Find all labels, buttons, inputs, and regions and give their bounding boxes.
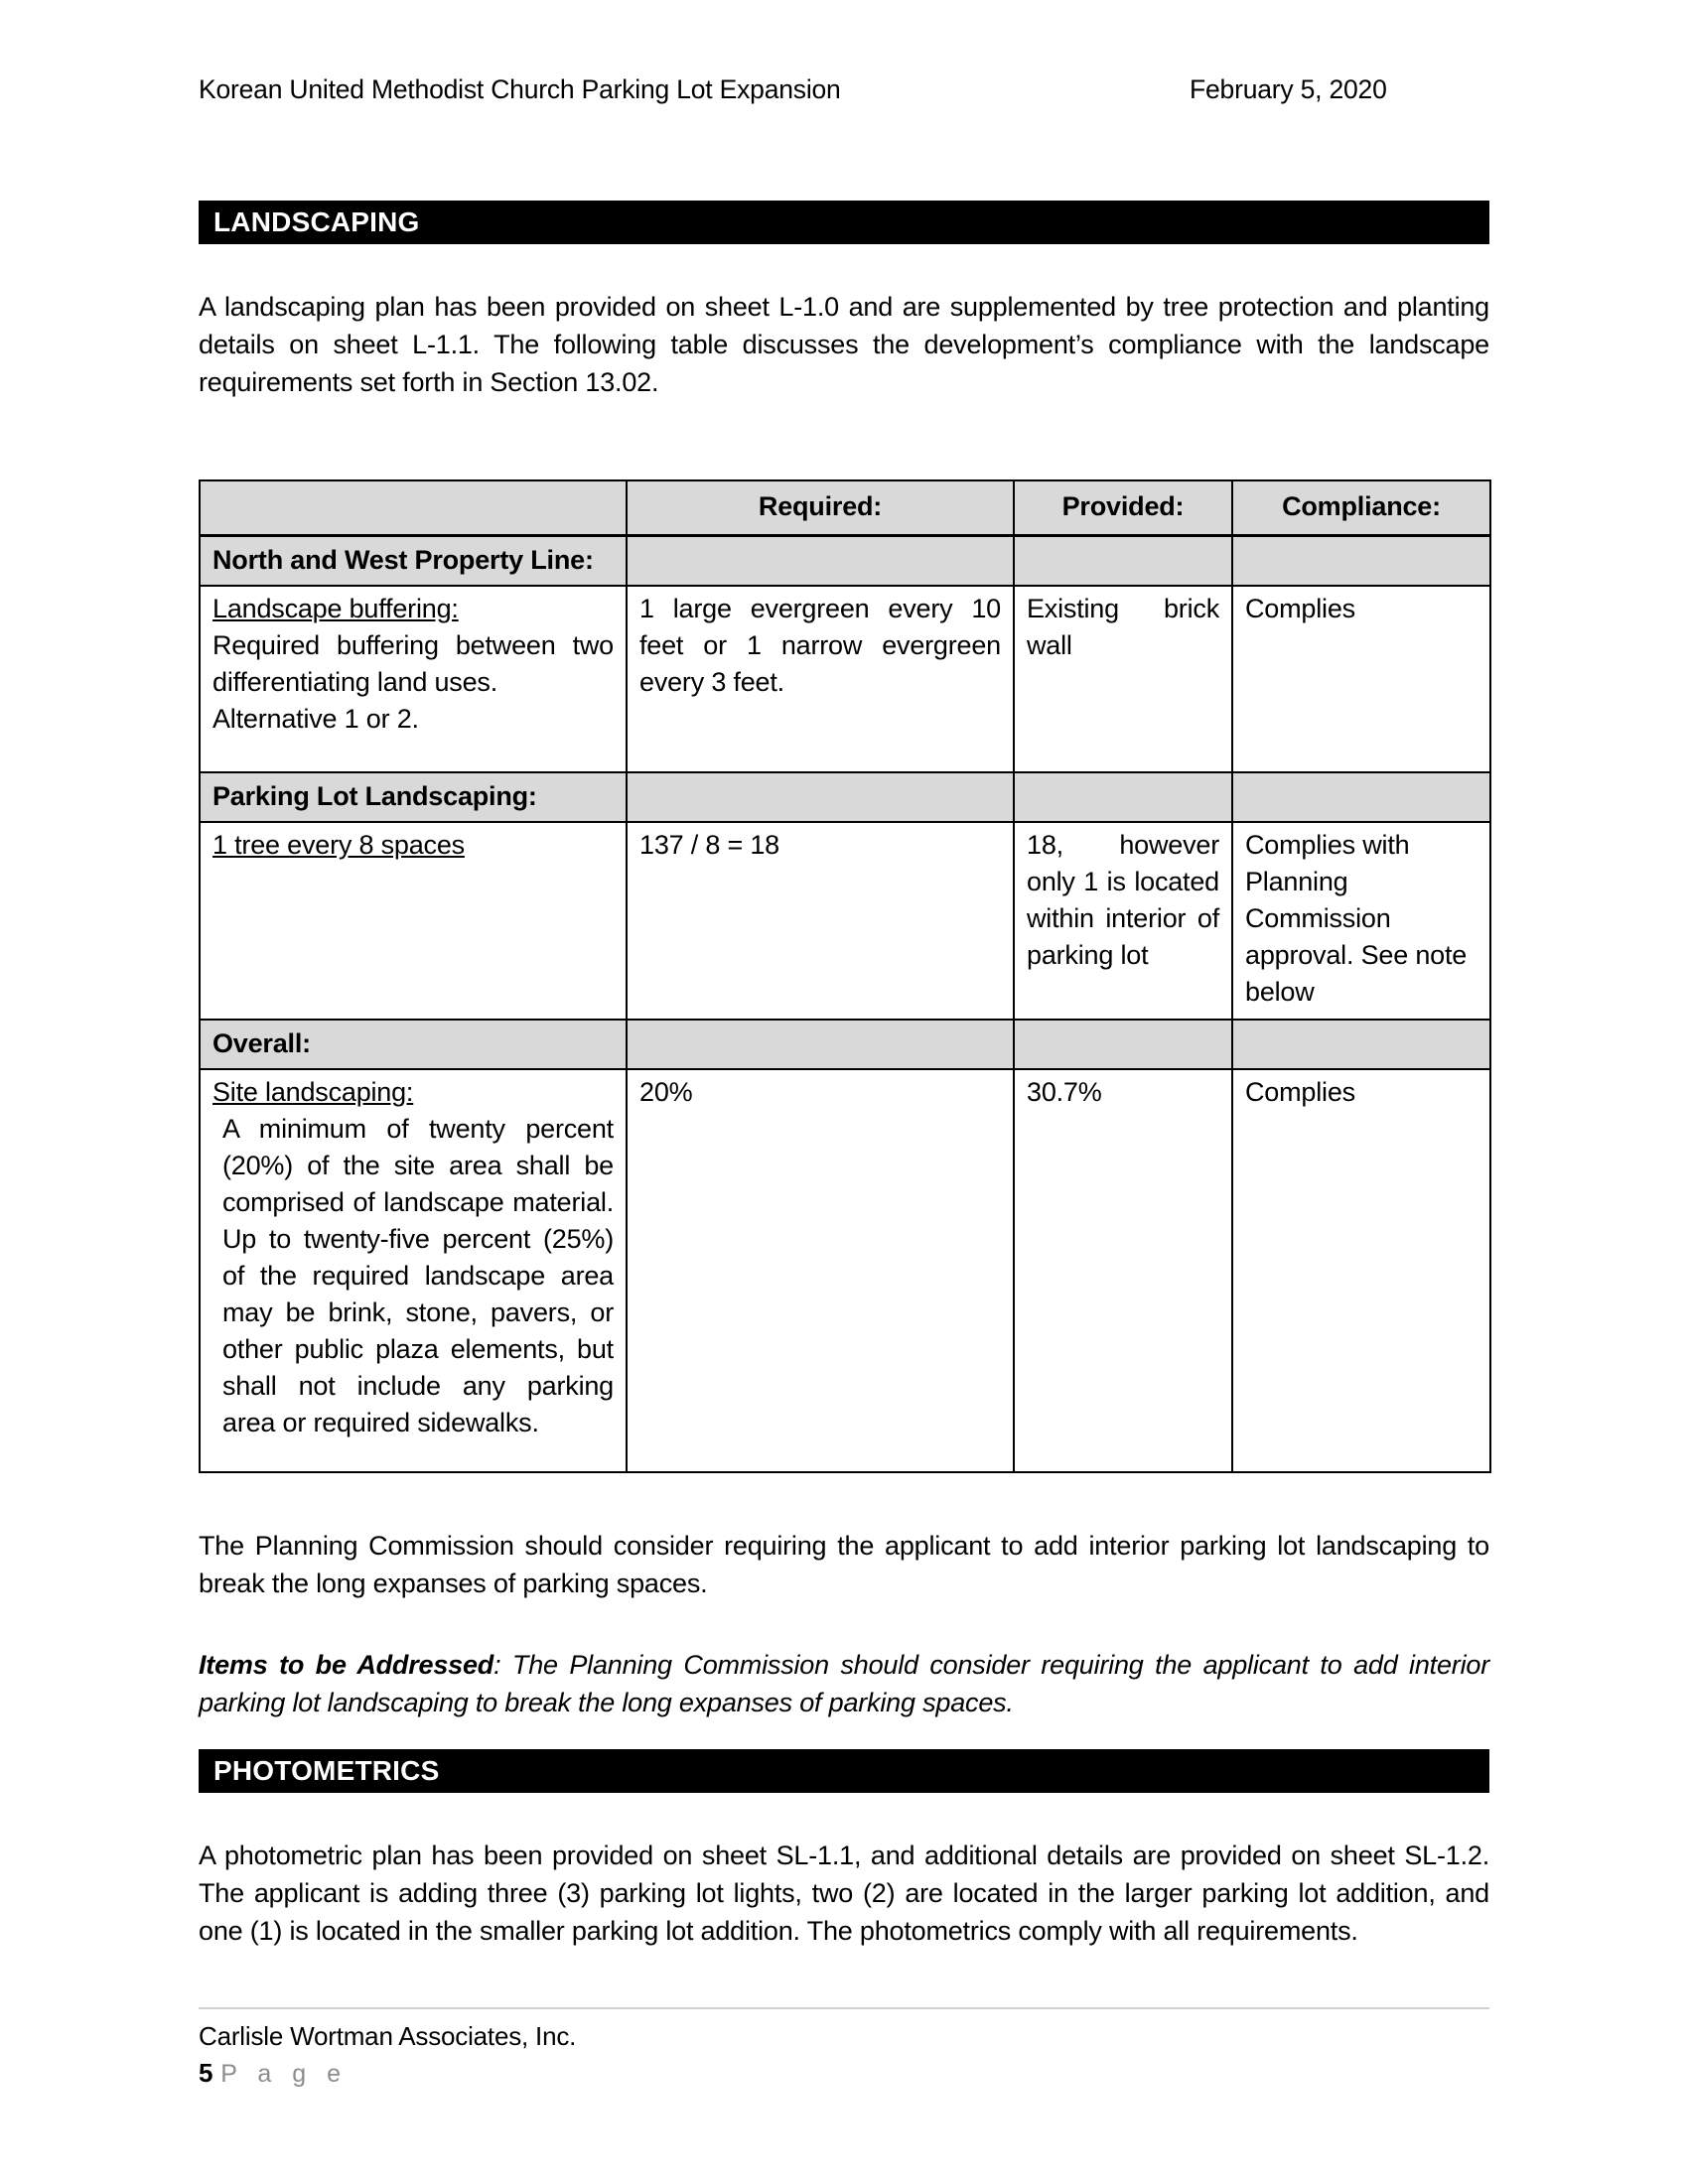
footer-page-line	[199, 2058, 1489, 2089]
item-description: Alternative 1 or 2.	[212, 704, 419, 734]
required-cell: 137 / 8 = 18	[627, 822, 1014, 1020]
table-row-site-landscaping	[200, 1069, 1490, 1472]
section-row-north-west-property-line	[200, 536, 1490, 587]
item-cell	[200, 1069, 627, 1472]
photometrics-heading: PHOTOMETRICS	[213, 1755, 440, 1786]
provided-cell: Existing brick wall	[1014, 586, 1232, 772]
header-item-cell	[200, 480, 627, 536]
item-description: A minimum of twenty percent (20%) of the site area shall be comprised of landscape material. Up to twenty-five percent (25%) of the required landscape area may be brink, stone, pavers, or other public plaza elements, but shall not include any parking area or required sidewalks.	[222, 1114, 614, 1437]
landscaping-heading: LANDSCAPING	[213, 206, 420, 237]
required-cell: 20%	[627, 1069, 1014, 1472]
empty-cell	[1014, 772, 1232, 822]
empty-cell	[627, 1020, 1014, 1069]
compliance-cell: Complies	[1232, 586, 1490, 772]
section-label: Parking Lot Landscaping:	[200, 772, 627, 822]
item-cell	[200, 822, 627, 1020]
section-row-parking-lot-landscaping	[200, 772, 1490, 822]
item-title: Landscape buffering:	[212, 594, 459, 623]
item-title: Site landscaping:	[212, 1077, 414, 1107]
empty-cell	[1014, 1020, 1232, 1069]
empty-cell	[627, 772, 1014, 822]
landscape-compliance-table	[199, 479, 1491, 1473]
photometrics-section-bar	[199, 1749, 1489, 1793]
empty-cell	[1232, 772, 1490, 822]
page-word: P a g e	[220, 2060, 349, 2088]
header-provided-cell: Provided:	[1014, 480, 1232, 536]
page-number: 5	[199, 2058, 213, 2088]
provided-cell: 18, however only 1 is located within interior of parking lot	[1014, 822, 1232, 1020]
document-date: February 5, 2020	[1190, 74, 1387, 104]
page-footer	[199, 2007, 1489, 2089]
header-required-cell: Required:	[627, 480, 1014, 536]
items-to-be-addressed-label: Items to be Addressed	[199, 1650, 494, 1680]
planning-commission-note: The Planning Commission should consider requiring the applicant to add interior parking lot landscaping to break the long expanses of parking spaces.	[199, 1531, 1489, 1598]
table-row-landscape-buffering	[200, 586, 1490, 772]
empty-cell	[1014, 536, 1232, 587]
items-to-be-addressed-text: : The Planning Commission should consider requiring the applicant to add interior parking lot landscaping to break the long expanses of parking spaces.	[199, 1650, 1489, 1717]
items-to-be-addressed-paragraph	[199, 1646, 1489, 1721]
header-compliance-cell: Compliance:	[1232, 480, 1490, 536]
running-header	[199, 74, 1489, 108]
compliance-cell: Complies	[1232, 1069, 1490, 1472]
item-cell	[200, 586, 627, 772]
table-row-tree-per-spaces	[200, 822, 1490, 1020]
section-label: North and West Property Line:	[200, 536, 627, 587]
empty-cell	[1232, 1020, 1490, 1069]
document-title: Korean United Methodist Church Parking Lot Expansion	[199, 74, 841, 104]
landscaping-intro-paragraph: A landscaping plan has been provided on sheet L-1.0 and are supplemented by tree protection and planting details on sheet L-1.1. The following table discusses the development’s compliance with the landscape requirements set forth in Section 13.02.	[199, 292, 1489, 397]
landscaping-section-bar	[199, 201, 1489, 244]
section-row-overall	[200, 1020, 1490, 1069]
required-cell: 1 large evergreen every 10 feet or 1 narrow evergreen every 3 feet.	[627, 586, 1014, 772]
table-header-row	[200, 480, 1490, 536]
empty-cell	[1232, 536, 1490, 587]
compliance-cell: Complies with Planning Commission approval. See note below	[1232, 822, 1490, 1020]
photometrics-paragraph: A photometric plan has been provided on sheet SL-1.1, and additional details are provided on sheet SL-1.2. The applicant is adding three (3) parking lot lights, two (2) are located in the larger parking lot addition, and one (1) is located in the smaller parking lot addition. The photometrics comply with all requirements.	[199, 1841, 1489, 1946]
footer-company: Carlisle Wortman Associates, Inc.	[199, 2021, 577, 2051]
item-description: Required buffering between two differentiating land uses.	[212, 630, 614, 697]
provided-cell: 30.7%	[1014, 1069, 1232, 1472]
item-title: 1 tree every 8 spaces	[212, 830, 465, 860]
empty-cell	[627, 536, 1014, 587]
section-label: Overall:	[200, 1020, 627, 1069]
